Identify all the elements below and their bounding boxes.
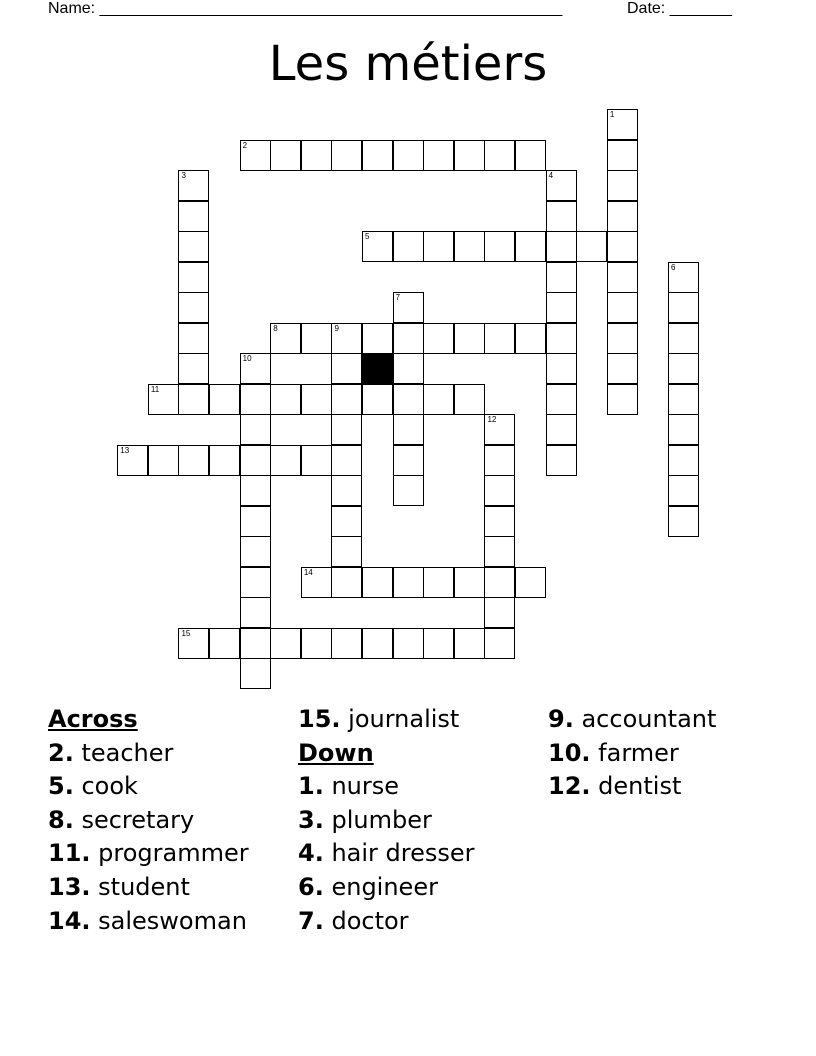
crossword-cell[interactable]	[423, 231, 454, 262]
crossword-cell[interactable]	[393, 292, 424, 323]
page-title: Les métiers	[268, 36, 548, 92]
crossword-cell[interactable]	[484, 475, 515, 506]
crossword-cell[interactable]	[668, 292, 699, 323]
crossword-cell[interactable]	[393, 323, 424, 354]
crossword-cell[interactable]	[546, 353, 577, 384]
clue-number: 15	[181, 628, 191, 638]
crossword-cell[interactable]	[209, 384, 240, 415]
crossword-cell[interactable]	[362, 231, 393, 262]
crossword-cell[interactable]	[240, 536, 271, 567]
clue-down-item: 4. hair dresser	[298, 839, 475, 868]
crossword-cell[interactable]	[331, 323, 362, 354]
crossword-cell[interactable]	[178, 323, 209, 354]
crossword-cell[interactable]	[331, 445, 362, 476]
crossword-cell[interactable]	[270, 628, 301, 659]
crossword-cell[interactable]	[393, 567, 424, 598]
crossword-cell[interactable]	[546, 445, 577, 476]
crossword-cell[interactable]	[454, 628, 485, 659]
clue-number: 12	[487, 415, 497, 425]
crossword-cell[interactable]	[423, 140, 454, 171]
crossword-cell[interactable]	[515, 323, 546, 354]
crossword-cell[interactable]	[393, 628, 424, 659]
crossword-cell[interactable]	[484, 323, 515, 354]
clue-number: 1	[609, 110, 615, 120]
clue-number: 5	[365, 232, 370, 242]
crossword-cell[interactable]	[546, 201, 577, 232]
clue-down-item: 6. engineer	[298, 872, 438, 901]
clue-number: 9	[334, 323, 339, 333]
clue-down-item: 10. farmer	[548, 738, 679, 767]
crossword-cell[interactable]	[178, 353, 209, 384]
crossword-cell[interactable]	[331, 628, 362, 659]
crossword-cell[interactable]	[484, 414, 515, 445]
crossword-cell[interactable]	[668, 262, 699, 293]
crossword-cell[interactable]	[362, 323, 393, 354]
clue-number: 14	[303, 567, 313, 577]
crossword-cell[interactable]	[423, 384, 454, 415]
crossword-cell[interactable]	[668, 445, 699, 476]
crossword-cell[interactable]	[240, 658, 271, 689]
clue-down-item: 1. nurse	[298, 772, 400, 801]
crossword-cell[interactable]	[576, 231, 607, 262]
crossword-cell[interactable]	[546, 262, 577, 293]
clue-number: 10	[242, 354, 252, 364]
crossword-cell[interactable]	[331, 475, 362, 506]
crossword-cell[interactable]	[546, 231, 577, 262]
name-field-label: Name: ____________________________________________________	[48, 0, 563, 17]
crossword-cell[interactable]	[178, 292, 209, 323]
crossword-cell[interactable]	[423, 628, 454, 659]
crossword-cell[interactable]	[546, 384, 577, 415]
crossword-cell[interactable]	[484, 231, 515, 262]
clue-across-item: 13. student	[48, 872, 190, 901]
crossword-cell[interactable]	[148, 445, 179, 476]
crossword-cell[interactable]	[178, 170, 209, 201]
clue-number: 2	[242, 140, 248, 150]
crossword-cell[interactable]	[362, 628, 393, 659]
crossword-cell[interactable]	[607, 201, 638, 232]
crossword-cell[interactable]	[607, 170, 638, 201]
crossword-cell[interactable]	[607, 384, 638, 415]
clue-number: 7	[395, 293, 401, 303]
crossword-cell[interactable]	[668, 384, 699, 415]
crossword-cell[interactable]	[240, 506, 271, 537]
clue-number: 3	[181, 171, 186, 181]
crossword-cell[interactable]	[484, 140, 515, 171]
crossword-cell[interactable]	[331, 384, 362, 415]
crossword-cell[interactable]	[607, 323, 638, 354]
crossword-cell[interactable]	[546, 170, 577, 201]
crossword-cell[interactable]	[270, 384, 301, 415]
crossword-cell[interactable]	[423, 567, 454, 598]
crossword-cell[interactable]	[178, 384, 209, 415]
clue-across-item: 14. saleswoman	[48, 906, 247, 935]
crossword-cell[interactable]	[393, 140, 424, 171]
down-heading: Down	[298, 738, 374, 767]
across-heading: Across	[48, 705, 138, 733]
clue-down-item: 9. accountant	[548, 705, 717, 733]
crossword-cell[interactable]	[393, 353, 424, 384]
clue-across-item: 15. journalist	[298, 705, 460, 733]
crossword-cell[interactable]	[240, 445, 271, 476]
clue-across-item: 11. programmer	[48, 839, 249, 868]
crossword-cell[interactable]	[301, 567, 332, 598]
crossword-cell[interactable]	[240, 597, 271, 628]
crossword-cell[interactable]	[423, 323, 454, 354]
crossword-cell[interactable]	[331, 140, 362, 171]
crossword-cell[interactable]	[668, 414, 699, 445]
clue-down-item: 12. dentist	[548, 772, 682, 801]
crossword-cell[interactable]	[393, 384, 424, 415]
crossword-cell[interactable]	[240, 353, 271, 384]
crossword-cell[interactable]	[607, 353, 638, 384]
crossword-cell[interactable]	[362, 140, 393, 171]
clue-down-item: 7. doctor	[298, 906, 409, 935]
clue-number: 11	[150, 384, 160, 394]
crossword-cell[interactable]	[331, 567, 362, 598]
crossword-cell[interactable]	[178, 445, 209, 476]
crossword-cell[interactable]	[393, 445, 424, 476]
crossword-cell[interactable]	[240, 384, 271, 415]
crossword-cell[interactable]	[117, 445, 148, 476]
crossword-cell[interactable]	[331, 506, 362, 537]
crossword-cell[interactable]	[362, 567, 393, 598]
crossword-cell[interactable]	[178, 231, 209, 262]
crossword-cell[interactable]	[148, 384, 179, 415]
crossword-cell[interactable]	[484, 445, 515, 476]
crossword-cell[interactable]	[270, 323, 301, 354]
crossword-cell[interactable]	[546, 292, 577, 323]
crossword-cell[interactable]	[331, 353, 362, 384]
crossword-cell[interactable]	[240, 567, 271, 598]
crossword-cell[interactable]	[240, 140, 271, 171]
crossword-cell[interactable]	[301, 140, 332, 171]
clue-number: 8	[273, 323, 278, 333]
clue-down-item: 3. plumber	[298, 805, 432, 834]
crossword-cell[interactable]	[331, 414, 362, 445]
crossword-cell[interactable]	[484, 567, 515, 598]
crossword-cell[interactable]	[668, 475, 699, 506]
crossword-cell[interactable]	[240, 414, 271, 445]
crossword-cell[interactable]	[607, 109, 638, 140]
crossword-cell[interactable]	[515, 567, 546, 598]
crossword-cell[interactable]	[668, 353, 699, 384]
crossword-cell[interactable]	[209, 628, 240, 659]
crossword-cell[interactable]	[668, 323, 699, 354]
crossword-cell[interactable]	[454, 140, 485, 171]
crossword-cell[interactable]	[240, 628, 271, 659]
crossword-cell[interactable]	[301, 323, 332, 354]
clue-number: 13	[120, 445, 130, 455]
clue-across-item: 5. cook	[48, 772, 138, 801]
crossword-cell[interactable]	[454, 567, 485, 598]
black-square	[362, 353, 393, 384]
crossword-cell[interactable]	[178, 628, 209, 659]
crossword-cell[interactable]	[607, 231, 638, 262]
crossword-cell[interactable]	[301, 445, 332, 476]
crossword-cell[interactable]	[331, 536, 362, 567]
crossword-cell[interactable]	[607, 262, 638, 293]
date-field-label: Date: _______	[627, 0, 732, 17]
clue-number: 6	[671, 262, 676, 272]
crossword-cell[interactable]	[301, 384, 332, 415]
clue-list	[48, 703, 788, 943]
crossword-cell[interactable]	[515, 140, 546, 171]
crossword-cell[interactable]	[270, 445, 301, 476]
crossword-cell[interactable]	[454, 384, 485, 415]
crossword-cell[interactable]	[301, 628, 332, 659]
crossword-cell[interactable]	[393, 414, 424, 445]
crossword-cell[interactable]	[607, 292, 638, 323]
crossword-cell[interactable]	[209, 445, 240, 476]
clue-number: 4	[548, 171, 554, 181]
crossword-cell[interactable]	[484, 597, 515, 628]
crossword-cell[interactable]	[393, 231, 424, 262]
crossword-cell[interactable]	[668, 506, 699, 537]
crossword-cell[interactable]	[484, 506, 515, 537]
crossword-cell[interactable]	[546, 414, 577, 445]
crossword-cell[interactable]	[454, 323, 485, 354]
crossword-cell[interactable]	[454, 231, 485, 262]
crossword-cell[interactable]	[546, 323, 577, 354]
crossword-cell[interactable]	[484, 536, 515, 567]
clue-across-item: 8. secretary	[48, 805, 195, 834]
crossword-cell[interactable]	[515, 231, 546, 262]
crossword-cell[interactable]	[178, 201, 209, 232]
crossword-cell[interactable]	[362, 384, 393, 415]
clue-across-item: 2. teacher	[48, 738, 174, 767]
crossword-cell[interactable]	[607, 140, 638, 171]
crossword-cell[interactable]	[484, 628, 515, 659]
crossword-cell[interactable]	[240, 475, 271, 506]
crossword-cell[interactable]	[178, 262, 209, 293]
crossword-cell[interactable]	[393, 475, 424, 506]
crossword-cell[interactable]	[270, 140, 301, 171]
